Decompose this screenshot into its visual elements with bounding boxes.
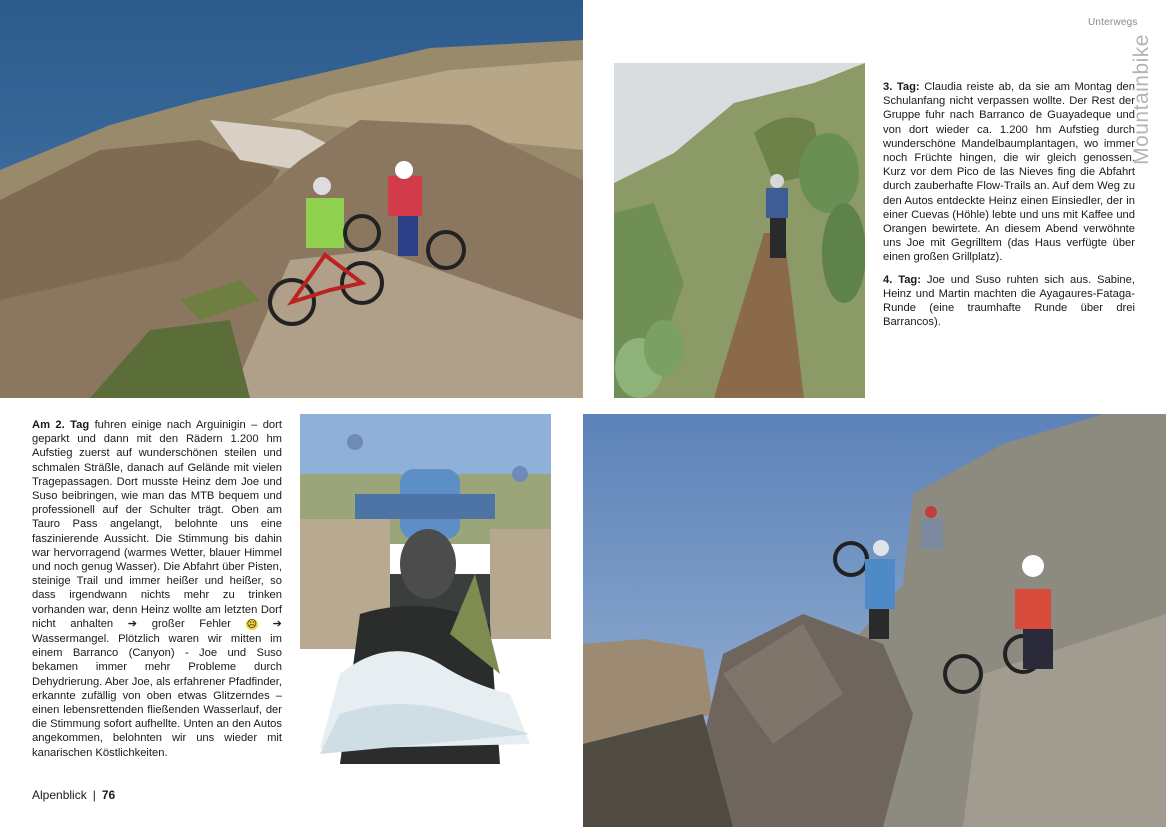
day-3-lead: 3. Tag:: [883, 81, 920, 93]
day-4-text: Joe und Suso ruhten sich aus. Sabine, Heinz und Martin machten die Ayagaures-Fataga-Runde (eine traumhafte Runde über drei Barrancos).: [883, 273, 1135, 329]
photo-water-channel: [300, 414, 551, 764]
sad-face-icon: ☹: [246, 618, 258, 630]
arrow-icon: ➔: [272, 617, 282, 630]
paragraph-day-2: [32, 418, 282, 760]
day-3-text: Claudia reiste ab, da sie am Montag den Schulanfang nicht verpassen wollte. Der Rest der Gruppe fuhr nach Barranco de Guayadeque und von dort wieder ca. 1.200 hm Aufstieg durch wunderschöne Mandelbaumplantagen, wo immer noch Früchte hingen, die wir gleich genossen. Kurz vor dem Pico de las Nieves fing die Abfahrt durch zauberhafte Flow-Trails an. Auf dem Weg zu den Autos entdeckte Heinz einen Einsiedler, der in einer Cuevas (Höhle) lebte und uns mit Kaffee und Orangen bewirtete. An diesem Abend verwöhnte uns Joe mit Gegrilltem (das Haus verfügte über einen großen Grillplatz).: [883, 81, 1136, 264]
day-2-text-2: großer Fehler: [137, 617, 246, 630]
footer-separator: |: [92, 788, 96, 802]
section-label-right: Unterwegs: [1088, 17, 1138, 28]
page-footer: [32, 788, 115, 802]
page-number: 76: [101, 788, 116, 802]
photo-cactus-trail: [614, 63, 865, 398]
photo-mountain-coast: [0, 0, 583, 398]
day-2-text-3: Wassermangel. Plötzlich waren wir mitten im einem Barranco (Canyon) - Joe und Suso bekamen immer mehr Probleme durch Dehydrierung. Aber Joe, als erfahrener Pfadfinder, erkannte zufällig von oben etwas Glitzerndes – einen lebensrettenden fließenden Wasserlauf, der die Stimmung sofort aufhellte. Unten an den Autos angekommen, belohnten wir uns wieder mit kanarischen Köstlichkeiten.: [32, 633, 282, 759]
paragraph-day-4: [883, 273, 1135, 330]
vertical-title: Mountainbike: [1130, 34, 1153, 165]
magazine-name: Alpenblick: [32, 788, 87, 802]
photo-carrying-bikes: [583, 414, 1166, 827]
day-2-text-1: fuhren einige nach Arguinigin – dort geparkt und dann mit den Rädern 1.200 hm Aufstieg zuerst auf wunderschönen steilen und schmalen Sträßle, danach auf Gelände mit vielen Tragepassagen. Dort musste Heinz dem Joe und Suso beibringen, wie man das MTB bequem und professionell auf der Schulter trägt. Oben am Tauro Pass angelangt, belohnte uns eine faszinierende Aussicht. Die Stimmung bis dahin war hervorragend (warmes Wetter, blauer Himmel und noch genug Wasser). Die Abfahrt über Pisten, steinige Trail und immer heißer und heißer, so dass irgendwann nichts mehr zu trinken vorhanden war, denn Heinz wollte am letzten Dorf nicht anhalten: [32, 419, 282, 630]
day-2-lead: Am 2. Tag: [32, 419, 90, 431]
article-column-right: [883, 80, 1135, 337]
article-column-left: [32, 418, 282, 768]
paragraph-day-3: [883, 80, 1135, 265]
day-4-lead: 4. Tag:: [883, 273, 921, 286]
arrow-icon: ➔: [127, 617, 138, 630]
